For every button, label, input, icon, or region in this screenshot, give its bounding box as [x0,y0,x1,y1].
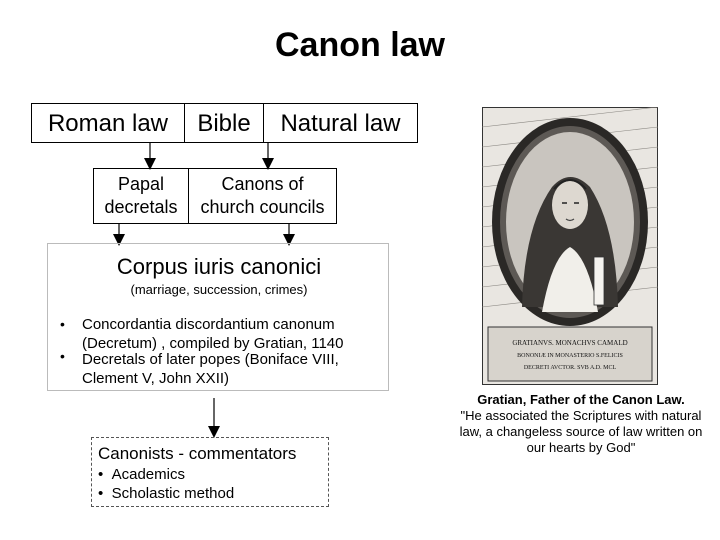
caption-line: "He associated the Scriptures with natural [460,408,702,423]
corpus-bullet-popes: Decretals of later popes (Boniface VIII, Clement V, John XXII) [82,351,339,387]
corpus-box [47,243,389,391]
papal-decretals-line1: Papal [117,174,165,194]
portrait-inscription-line1: GRATIANVS. MONACHVS CAMALD [512,339,628,347]
portrait-inscription-line3: DECRETI AVCTOR. SVB A.D. MCL [523,365,617,371]
portrait-inscription-line2: BONONIÆ IN MONASTERIO S.FELICIS [517,353,623,359]
source-box-bible: Bible [184,103,264,143]
papal-decretals-line2: decretals [104,197,178,217]
caption-line: our hearts by God" [526,440,636,455]
bullet-dot: • [60,348,65,364]
canons-line1: Canons of [221,174,304,194]
page-title: Canon law [274,26,446,64]
corpus-bullet-decretum: Concordantia discordantium canonum (Decretum) , compiled by Gratian, 1140 [82,316,344,352]
gratian-portrait-image [482,107,658,385]
canonists-title: Canonists - commentators [98,444,297,463]
corpus-title: Corpus iuris canonici [116,254,322,279]
canonists-item-scholastic: • Scholastic method [98,485,235,502]
portrait-caption [446,392,716,456]
canons-line2: church councils [200,197,325,217]
corpus-subtitle: (marriage, succession, crimes) [130,282,308,297]
canonists-item-academics: • Academics [98,466,185,483]
bullet-dot: • [60,316,65,332]
canonists-box [91,437,329,507]
caption-line: law, a changeless source of law written on [459,424,703,439]
source-box-natural-law: Natural law [263,103,418,143]
caption-title: Gratian, Father of the Canon Law. [477,392,685,407]
source-box-roman-law: Roman law [31,103,185,143]
